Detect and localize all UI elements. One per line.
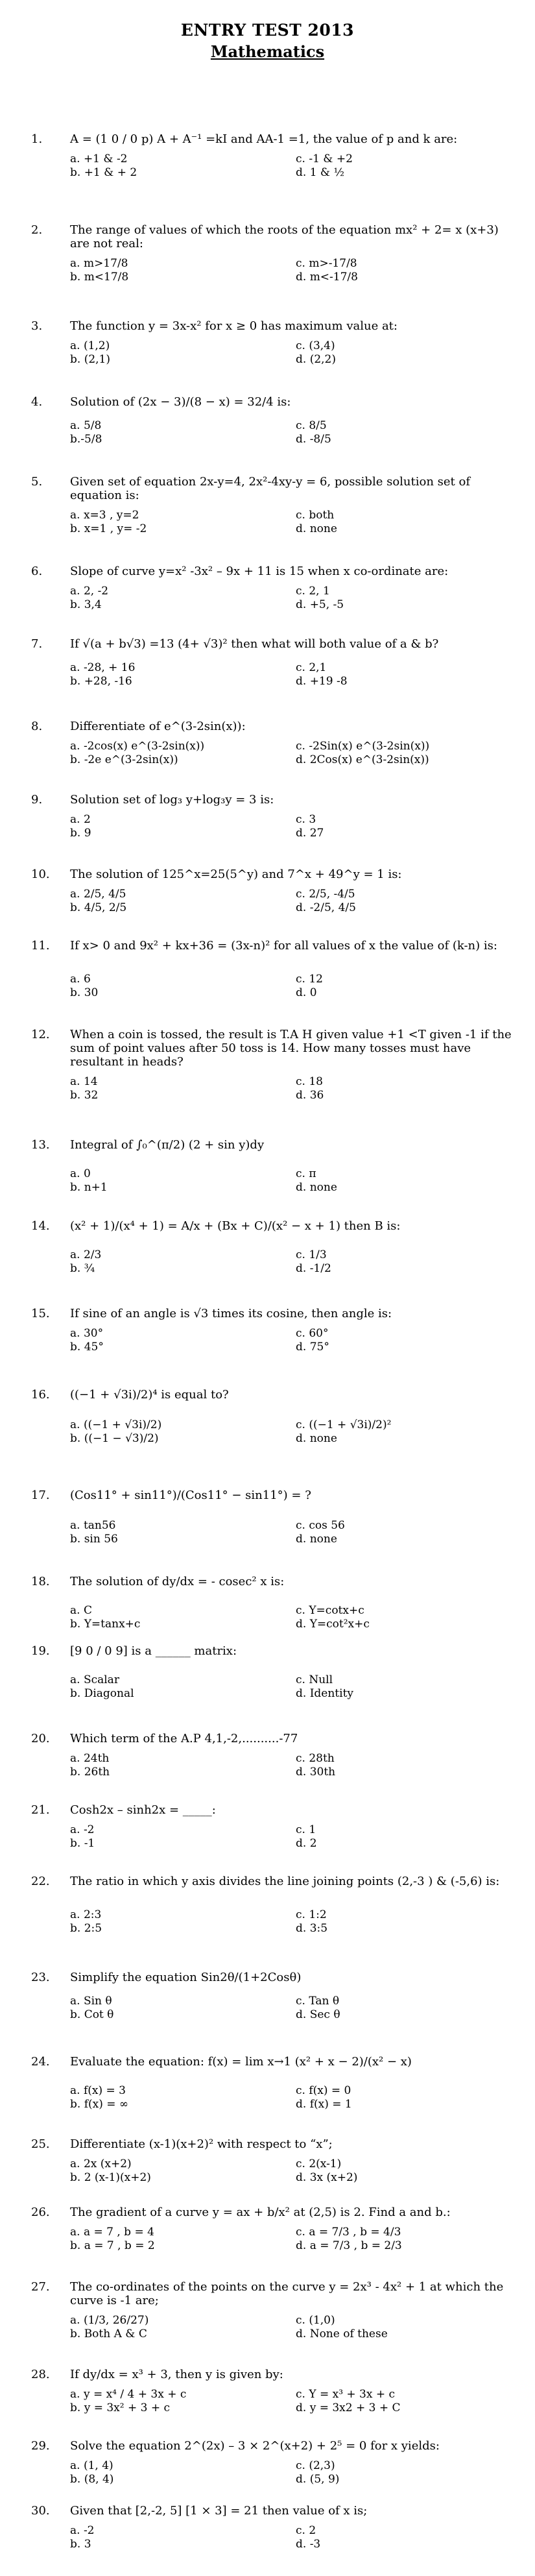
- option-b: b. +1 & + 2: [70, 166, 137, 179]
- question-number: 6.: [31, 565, 43, 578]
- option-d: d. +19 -8: [296, 675, 348, 688]
- option-c: c. cos 56: [296, 1519, 345, 1532]
- question-text: The co-ordinates of the points on the curve y = 2x³ - 4x² + 1 at which the curve is -1 are;: [70, 2280, 504, 2307]
- option-a: a. 2/3: [70, 1248, 102, 1261]
- question-number: 8.: [31, 720, 43, 733]
- option-a: a. y = x⁴ / 4 + 3x + c: [70, 2388, 187, 2401]
- question-text: (x² + 1)/(x⁴ + 1) = A/x + (Bx + C)/(x² − x + 1) then B is:: [70, 1219, 401, 1233]
- option-d: d. m<-17/8: [296, 271, 358, 284]
- question-text: Solution set of log₃ y+log₃y = 3 is:: [70, 793, 274, 807]
- option-c: c. π: [296, 1167, 316, 1180]
- question-text: Solve the equation 2^(2x) – 3 × 2^(x+2) + 2⁵ = 0 for x yields:: [70, 2439, 440, 2453]
- option-a: a. 30°: [70, 1327, 104, 1340]
- option-a: a. -2cos(x) e^(3-2sin(x)): [70, 740, 205, 753]
- option-b: b. 2 (x-1)(x+2): [70, 2171, 151, 2184]
- question-text: Simplify the equation Sin2θ/(1+2Cosθ): [70, 1971, 302, 1984]
- option-b: b. Y=tanx+c: [70, 1618, 141, 1631]
- option-b: b. ((−1 − √3)/2): [70, 1432, 159, 1445]
- option-c: c. (1,0): [296, 2314, 335, 2327]
- option-d: d. none: [296, 1181, 337, 1194]
- question-text: The solution of 125^x=25(5^y) and 7^x + 49^y = 1 is:: [70, 868, 402, 881]
- option-b: b. 26th: [70, 1766, 110, 1779]
- option-d: d. 2Cos(x) e^(3-2sin(x)): [296, 753, 429, 766]
- option-a: a. ((−1 + √3i)/2): [70, 1418, 162, 1431]
- option-d: d. -1/2: [296, 1262, 331, 1275]
- question-number: 17.: [31, 1488, 50, 1502]
- option-c: c. 60°: [296, 1327, 329, 1340]
- question-text: Differentiate (x-1)(x+2)² with respect to “x”;: [70, 2137, 333, 2151]
- question-number: 28.: [31, 2368, 50, 2381]
- option-a: a. 2, -2: [70, 585, 109, 598]
- question-number: 14.: [31, 1219, 50, 1233]
- option-a: a. +1 & -2: [70, 152, 128, 165]
- option-b: b. -2e e^(3-2sin(x)): [70, 753, 178, 766]
- option-c: c. 8/5: [296, 419, 327, 432]
- option-d: d. none: [296, 1432, 337, 1445]
- exam-header: [0, 0, 535, 61]
- question-number: 30.: [31, 2504, 50, 2518]
- option-b: b. 4/5, 2/5: [70, 901, 127, 914]
- question-text: Differentiate of e^(3-2sin(x)):: [70, 720, 246, 733]
- option-d: d. 36: [296, 1089, 324, 1102]
- option-a: a. Scalar: [70, 1673, 119, 1686]
- option-a: a. C: [70, 1604, 92, 1617]
- question-number: 15.: [31, 1307, 50, 1320]
- option-c: c. -1 & +2: [296, 152, 353, 165]
- option-d: d. a = 7/3 , b = 2/3: [296, 2239, 402, 2252]
- question-number: 19.: [31, 1644, 50, 1658]
- option-d: d. 0: [296, 986, 317, 999]
- question-number: 20.: [31, 1732, 50, 1745]
- option-b: b. ¾: [70, 1262, 95, 1275]
- question-number: 1.: [31, 132, 43, 146]
- option-c: c. f(x) = 0: [296, 2084, 351, 2097]
- option-a: a. 2/5, 4/5: [70, 888, 126, 901]
- question-number: 23.: [31, 1971, 50, 1984]
- option-b: b. Both A & C: [70, 2327, 147, 2340]
- question-text: The gradient of a curve y = ax + b/x² at (2,5) is 2. Find a and b.:: [70, 2205, 451, 2219]
- option-b: b. (8, 4): [70, 2473, 114, 2486]
- question-number: 22.: [31, 1875, 50, 1888]
- option-c: c. (2,3): [296, 2459, 335, 2472]
- question-number: 12.: [31, 1028, 50, 1041]
- option-b: b. y = 3x² + 3 + c: [70, 2401, 171, 2414]
- question-text: When a coin is tossed, the result is T.A H given value +1 <T given -1 if the sum of point values after 50 toss is 14. How many tosses must have resultant in heads?: [70, 1028, 512, 1069]
- option-c: c. -2Sin(x) e^(3-2sin(x)): [296, 740, 430, 753]
- question-number: 27.: [31, 2280, 50, 2294]
- question-text: If dy/dx = x³ + 3, then y is given by:: [70, 2368, 283, 2381]
- option-d: d. -2/5, 4/5: [296, 901, 356, 914]
- question-text: If x> 0 and 9x² + kx+36 = (3x-n)² for all values of x the value of (k-n) is:: [70, 939, 497, 953]
- question-number: 25.: [31, 2137, 50, 2151]
- option-a: a. 14: [70, 1075, 98, 1088]
- option-b: b. 2:5: [70, 1922, 102, 1935]
- option-d: d. none: [296, 1533, 337, 1546]
- question-number: 29.: [31, 2439, 50, 2453]
- option-a: a. f(x) = 3: [70, 2084, 126, 2097]
- option-d: d. 27: [296, 827, 324, 840]
- option-a: a. 0: [70, 1167, 91, 1180]
- option-c: c. 18: [296, 1075, 323, 1088]
- question-text: The solution of dy/dx = - cosec² x is:: [70, 1575, 285, 1588]
- option-d: d. -3: [296, 2538, 321, 2551]
- option-d: d. 1 & ½: [296, 166, 344, 179]
- option-c: c. 3: [296, 813, 316, 826]
- option-c: c. Y = x³ + 3x + c: [296, 2388, 396, 2401]
- option-c: c. Null: [296, 1673, 333, 1686]
- option-d: d. none: [296, 522, 337, 535]
- option-d: d. 75°: [296, 1341, 329, 1354]
- option-d: d. f(x) = 1: [296, 2098, 352, 2111]
- question-number: 7.: [31, 637, 43, 651]
- option-a: a. x=3 , y=2: [70, 509, 139, 522]
- option-a: a. -2: [70, 2524, 95, 2537]
- option-a: a. 5/8: [70, 419, 102, 432]
- question-number: 16.: [31, 1388, 50, 1402]
- option-c: c. Y=cotx+c: [296, 1604, 364, 1617]
- question-text: (Cos11° + sin11°)/(Cos11° − sin11°) = ?: [70, 1488, 311, 1502]
- option-b: b. 3,4: [70, 598, 102, 611]
- option-a: a. 24th: [70, 1752, 110, 1765]
- option-b: b. f(x) = ∞: [70, 2098, 129, 2111]
- option-c: c. 2(x-1): [296, 2157, 342, 2170]
- option-b: b. 32: [70, 1089, 99, 1102]
- option-c: c. 12: [296, 973, 323, 986]
- option-a: a. -28, + 16: [70, 661, 136, 674]
- option-a: a. (1, 4): [70, 2459, 113, 2472]
- question-text: The range of values of which the roots of the equation mx² + 2= x (x+3) are not real:: [70, 223, 499, 250]
- option-a: a. tan56: [70, 1519, 116, 1532]
- option-b: b. sin 56: [70, 1533, 118, 1546]
- option-b: b. Cot θ: [70, 2008, 114, 2021]
- option-d: d. +5, -5: [296, 598, 344, 611]
- option-d: d. None of these: [296, 2327, 388, 2340]
- option-d: d. Identity: [296, 1687, 354, 1700]
- option-c: c. 2, 1: [296, 585, 330, 598]
- question-number: 2.: [31, 223, 43, 237]
- question-text: If sine of an angle is √3 times its cosine, then angle is:: [70, 1307, 392, 1320]
- option-d: d. Sec θ: [296, 2008, 340, 2021]
- question-text: If √(a + b√3) =13 (4+ √3)² then what will both value of a & b?: [70, 637, 439, 651]
- option-b: b. 45°: [70, 1341, 104, 1354]
- question-text: [9 0 / 0 9] is a ______ matrix:: [70, 1644, 237, 1658]
- option-a: a. 6: [70, 973, 91, 986]
- option-c: c. both: [296, 509, 335, 522]
- option-d: d. 2: [296, 1837, 317, 1850]
- option-b: b. (2,1): [70, 353, 110, 366]
- option-d: d. (5, 9): [296, 2473, 340, 2486]
- question-text: Given set of equation 2x-y=4, 2x²-4xy-y = 6, possible solution set of equation is:: [70, 475, 470, 502]
- question-number: 24.: [31, 2055, 50, 2069]
- question-text: Which term of the A.P 4,1,-2,..........-77: [70, 1732, 298, 1745]
- question-text: Solution of (2x − 3)/(8 − x) = 32/4 is:: [70, 395, 291, 409]
- option-d: d. (2,2): [296, 353, 336, 366]
- option-c: c. 1/3: [296, 1248, 327, 1261]
- option-a: a. Sin θ: [70, 1995, 112, 2008]
- option-b: b. m<17/8: [70, 271, 129, 284]
- option-b: b. 30: [70, 986, 99, 999]
- question-text: Cosh2x – sinh2x = _____:: [70, 1803, 216, 1817]
- option-d: d. Y=cot²x+c: [296, 1618, 370, 1631]
- option-b: b. Diagonal: [70, 1687, 134, 1700]
- question-text: The function y = 3x-x² for x ≥ 0 has maximum value at:: [70, 319, 398, 333]
- option-a: a. a = 7 , b = 4: [70, 2226, 154, 2239]
- option-d: d. 3x (x+2): [296, 2171, 358, 2184]
- question-number: 18.: [31, 1575, 50, 1588]
- question-number: 9.: [31, 793, 43, 807]
- option-b: b. a = 7 , b = 2: [70, 2239, 155, 2252]
- option-b: b. 3: [70, 2538, 91, 2551]
- option-c: c. (3,4): [296, 339, 335, 352]
- option-a: a. (1/3, 26/27): [70, 2314, 149, 2327]
- question-number: 4.: [31, 395, 43, 409]
- question-text: Evaluate the equation: f(x) = lim x→1 (x² + x − 2)/(x² − x): [70, 2055, 412, 2069]
- option-c: c. 1: [296, 1823, 316, 1836]
- option-c: c. 2/5, -4/5: [296, 888, 355, 901]
- question-text: The ratio in which y axis divides the line joining points (2,-3 ) & (-5,6) is:: [70, 1875, 500, 1888]
- option-d: d. -8/5: [296, 433, 331, 446]
- question-text: ((−1 + √3i)/2)⁴ is equal to?: [70, 1388, 229, 1402]
- option-c: c. 28th: [296, 1752, 335, 1765]
- option-c: c. ((−1 + √3i)/2)²: [296, 1418, 392, 1431]
- option-c: c. a = 7/3 , b = 4/3: [296, 2226, 401, 2239]
- option-a: a. 2: [70, 813, 91, 826]
- option-b: b.-5/8: [70, 433, 102, 446]
- question-text: A = (1 0 / 0 p) A + A⁻¹ =kI and AA-1 =1, the value of p and k are:: [70, 132, 458, 146]
- option-b: b. -1: [70, 1837, 95, 1850]
- option-b: b. 9: [70, 827, 91, 840]
- option-a: a. 2x (x+2): [70, 2157, 132, 2170]
- question-text: Given that [2,-2, 5] [1 × 3] = 21 then value of x is;: [70, 2504, 368, 2518]
- exam-subject: Mathematics: [210, 42, 325, 61]
- exam-title: ENTRY TEST 2013: [180, 21, 355, 40]
- question-text: Integral of ∫₀^(π/2) (2 + sin y)dy: [70, 1138, 265, 1152]
- question-number: 10.: [31, 868, 50, 881]
- option-b: b. x=1 , y= -2: [70, 522, 147, 535]
- question-number: 13.: [31, 1138, 50, 1152]
- question-number: 11.: [31, 939, 50, 953]
- option-c: c. 1:2: [296, 1908, 327, 1921]
- option-c: c. Tan θ: [296, 1995, 340, 2008]
- option-b: b. +28, -16: [70, 675, 132, 688]
- question-number: 3.: [31, 319, 43, 333]
- option-d: d. 3:5: [296, 1922, 328, 1935]
- option-a: a. 2:3: [70, 1908, 102, 1921]
- option-c: c. 2: [296, 2524, 316, 2537]
- option-d: d. 30th: [296, 1766, 336, 1779]
- option-a: a. -2: [70, 1823, 95, 1836]
- option-c: c. m>-17/8: [296, 257, 357, 270]
- question-number: 5.: [31, 475, 43, 489]
- question-text: Slope of curve y=x² -3x² – 9x + 11 is 15 when x co-ordinate are:: [70, 565, 449, 578]
- option-d: d. y = 3x2 + 3 + C: [296, 2401, 401, 2414]
- option-c: c. 2,1: [296, 661, 327, 674]
- option-a: a. m>17/8: [70, 257, 128, 270]
- question-number: 26.: [31, 2205, 50, 2219]
- option-b: b. n+1: [70, 1181, 108, 1194]
- option-a: a. (1,2): [70, 339, 110, 352]
- question-number: 21.: [31, 1803, 50, 1817]
